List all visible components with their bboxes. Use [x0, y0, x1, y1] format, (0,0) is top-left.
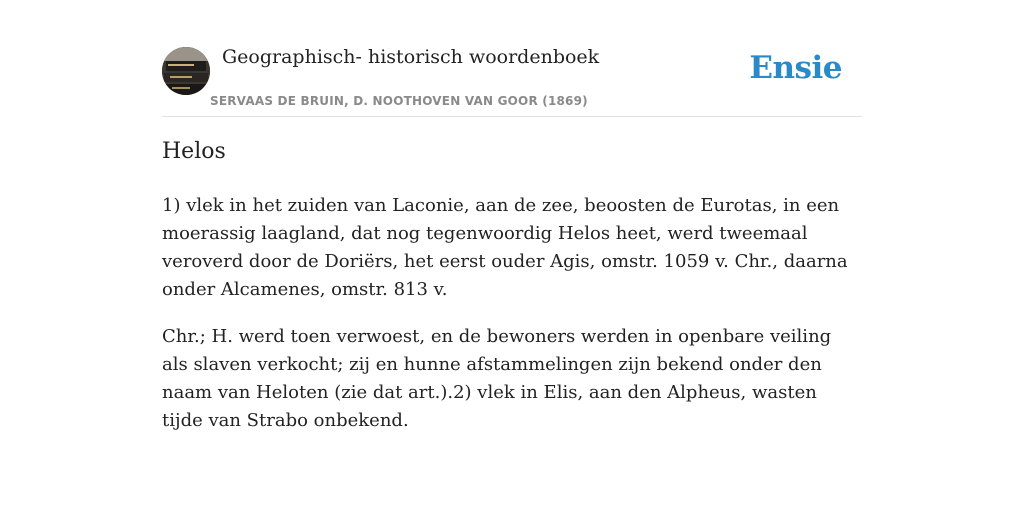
- entry-paragraph: 1) vlek in het zuiden van Laconie, aan de zee, beoosten de Eurotas, in een moerassig laagland, dat nog tegenwoordig Helos heet, werd tweemaal veroverd door de Doriërs, het eerst ouder Agis, omstr. 1059 v. Chr., daarna onder Alcamenes, omstr. 813 v.: [162, 195, 848, 300]
- entry-title: Helos: [162, 139, 226, 164]
- ensie-logo-link[interactable]: Ensie: [749, 50, 842, 86]
- entry-content: [162, 192, 862, 454]
- entry-paragraph: Chr.; H. werd toen verwoest, en de bewoners werden in openbare veiling als slaven verkocht; zij en hunne afstammelingen zijn bekend onder den naam van Heloten (zie dat art.).2) vlek in Elis, aan den Alpheus, wasten tijde van Strabo onbekend.: [162, 326, 832, 431]
- book-header: [162, 40, 862, 117]
- book-cover-avatar[interactable]: [162, 47, 210, 95]
- book-authors: SERVAAS DE BRUIN, D. NOOTHOVEN VAN GOOR (1869): [210, 94, 588, 108]
- book-title[interactable]: Geographisch- historisch woordenboek: [222, 46, 600, 68]
- book-cover-icon: [162, 47, 210, 95]
